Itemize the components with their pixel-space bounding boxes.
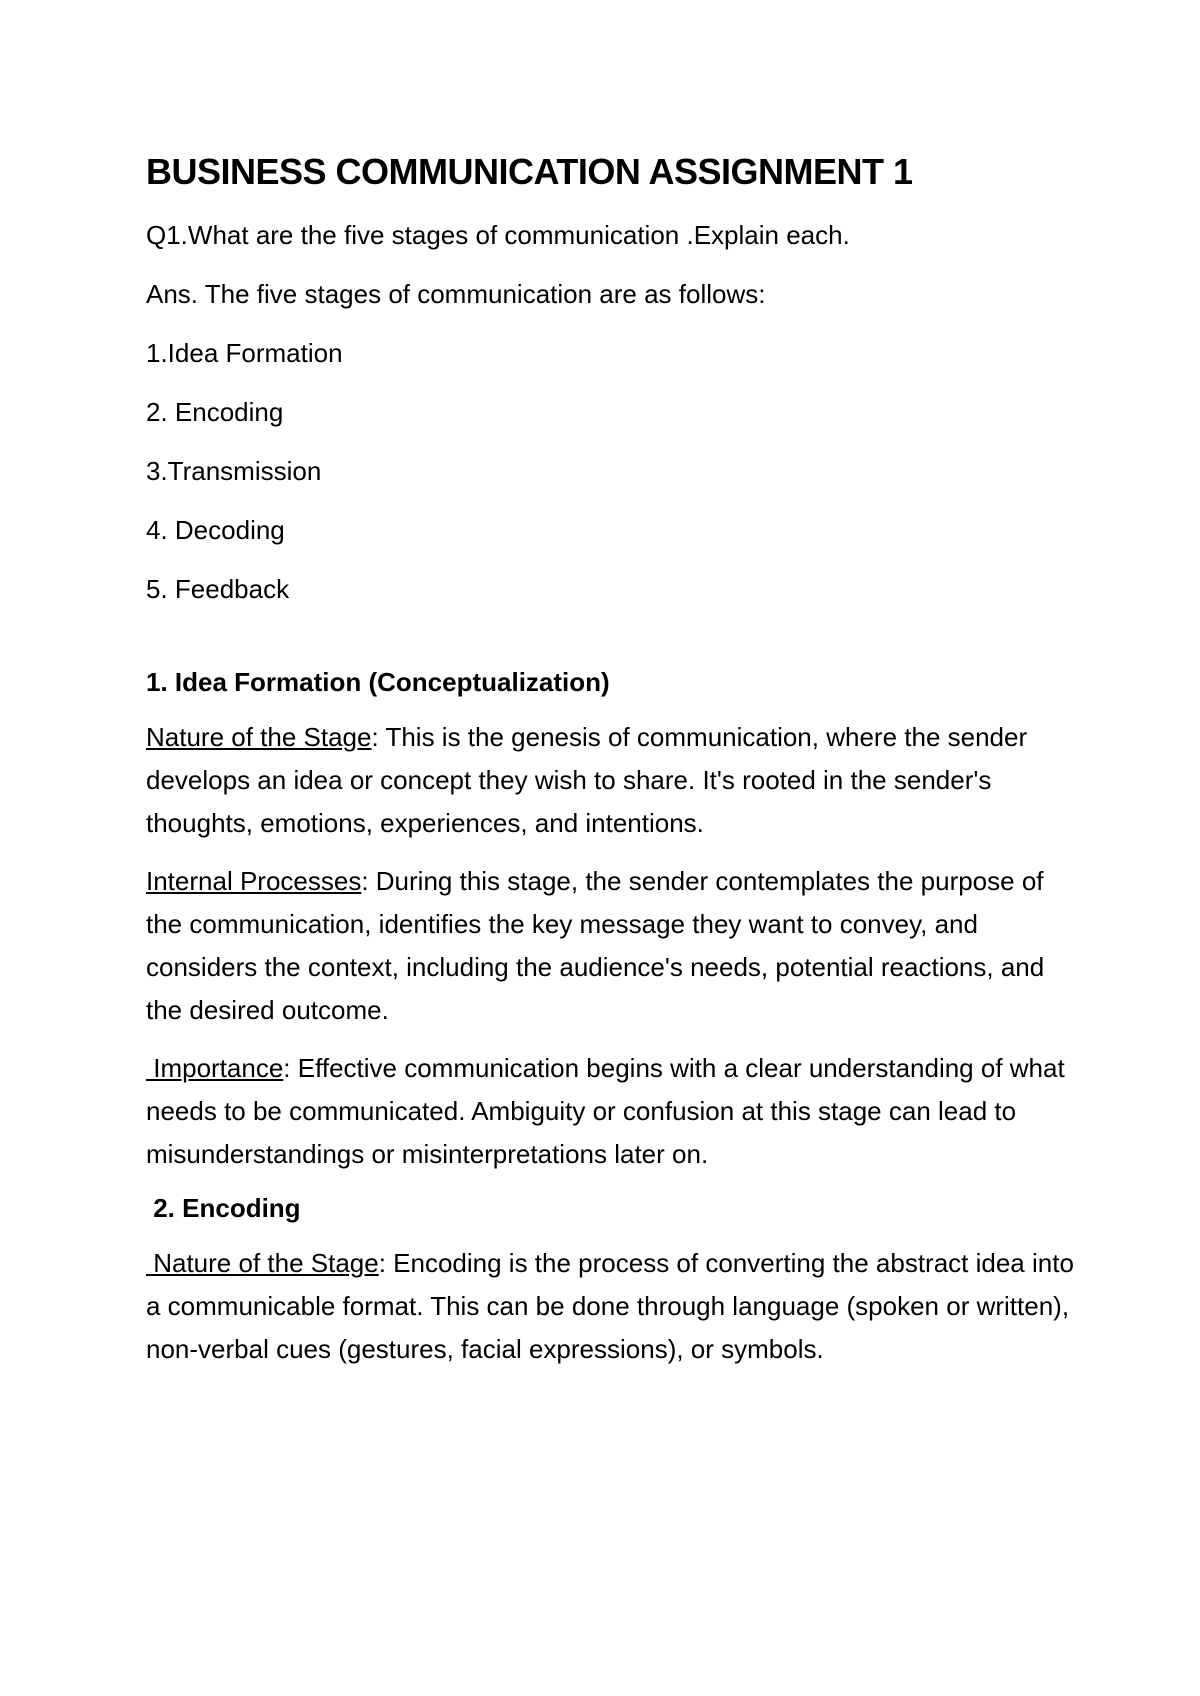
section-heading: 1. Idea Formation (Conceptualization) <box>146 667 610 697</box>
list-item: 5. Feedback <box>146 574 290 604</box>
answer-intro: Ans. The five stages of communication are as follows: <box>146 279 766 309</box>
paragraph <box>146 1047 1076 1176</box>
paragraph-term: Importance <box>146 1053 284 1083</box>
paragraph <box>146 860 1076 1032</box>
stages-list <box>146 336 1076 606</box>
section-idea-formation <box>146 665 1076 1176</box>
section-heading: 2. Encoding <box>146 1193 301 1223</box>
list-item: 3.Transmission <box>146 456 322 486</box>
paragraph <box>146 716 1076 845</box>
paragraph-text: : During this stage, the sender contemplates the purpose of the communication, identifies the key message they want to convey, and considers the context, including the audience's needs, potential reactions, and the desired outcome. <box>146 866 1045 1025</box>
paragraph-text: : Effective communication begins with a clear understanding of what needs to be communicated. Ambiguity or confusion at this stage can lead to misunderstandings or misinterpretations later on. <box>146 1053 1065 1169</box>
paragraph-term: Nature of the Stage <box>146 722 372 752</box>
document-body <box>146 150 1076 1386</box>
list-item: 2. Encoding <box>146 397 284 427</box>
list-item: 4. Decoding <box>146 515 285 545</box>
paragraph-term: Internal Processes <box>146 866 362 896</box>
paragraph-term: Nature of the Stage <box>146 1248 379 1278</box>
section-encoding <box>146 1191 1076 1371</box>
blank-line <box>146 631 1076 665</box>
list-item: 1.Idea Formation <box>146 338 343 368</box>
paragraph-text: : This is the genesis of communication, where the sender develops an idea or concept they wish to share. It's rooted in the sender's thoughts, emotions, experiences, and intentions. <box>146 722 1028 838</box>
question-text: Q1.What are the five stages of communication .Explain each. <box>146 220 850 250</box>
paragraph <box>146 1242 1076 1371</box>
paragraph-text: : Encoding is the process of converting the abstract idea into a communicable format. This can be done through language (spoken or written), non-verbal cues (gestures, facial expressions), or symbols. <box>146 1248 1074 1364</box>
document-title: BUSINESS COMMUNICATION ASSIGNMENT 1 <box>146 151 913 192</box>
